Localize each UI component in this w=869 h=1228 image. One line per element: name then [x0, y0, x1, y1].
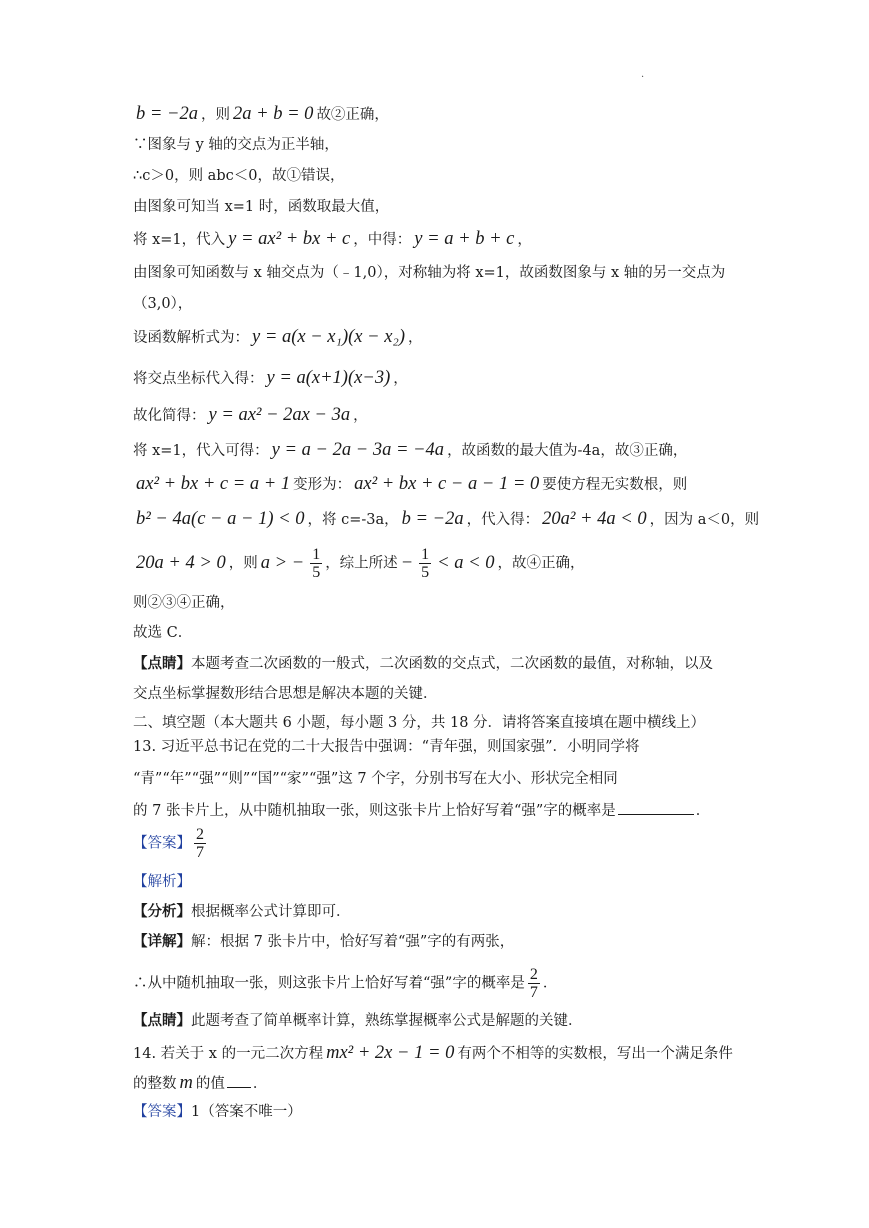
line-9: 将交点坐标代入得： y = a(x+1)(x−3) ， [133, 368, 408, 388]
section-2-heading: 二、填空题（本大题共 6 小题，每小题 3 分，共 18 分．请将答案直接填在题中横线上） [133, 715, 706, 731]
fraction-one-fifth-2: $\frac{1}{5}$ [421, 546, 430, 581]
dianjing-1-line-2: 交点坐标掌握数形结合思想是解决本题的关键． [133, 686, 438, 702]
jiexi-tag: 【解析】 [133, 874, 191, 890]
line-2: ∵图象与 y 轴的交点为正半轴， [133, 137, 339, 153]
math-b-eq: b = −2a [136, 104, 198, 124]
q13-fenxi: 【分析】根据概率公式计算即可． [133, 903, 351, 920]
fraction-one-fifth: $\frac{1}{5}$ [312, 546, 321, 581]
line-7: （3,0）， [133, 296, 193, 312]
answer-tag-2: 【答案】 [133, 1104, 191, 1120]
line-16: 故选 C． [133, 625, 193, 641]
q14-line-2: 的整数 m 的值 ． [133, 1073, 268, 1093]
q13-line-3: 的 7 张卡片上，从中随机抽取一张，则这张卡片上恰好写着“强”字的概率是 ． [133, 800, 710, 822]
page-dot-mark: · [641, 72, 645, 83]
line-8: 设函数解析式为： y = a(x − x₁)(x − x₂) ， [133, 327, 423, 347]
q13-xiangjie: 【详解】解：根据 7 张卡片中，恰好写着“强”字的有两张， [133, 933, 515, 950]
fenxi-tag: 【分析】 [133, 903, 191, 920]
q14-line-1: 14. 若关于 x 的一元二次方程 mx² + 2x − 1 = 0 有两个不相等的实数根，写出一个满足条件 [133, 1043, 733, 1063]
fraction-two-sevenths: $\frac{2}{7}$ [196, 826, 204, 861]
line-10: 故化简得： y = ax² − 2ax − 3a ， [133, 405, 368, 425]
line-3: ∴c＞0，则 abc＜0，故①错误， [133, 168, 345, 184]
dianjing-tag: 【点睛】 [133, 655, 191, 672]
fraction-two-sevenths-2: $\frac{2}{7}$ [529, 966, 538, 1001]
line-11: 将 x=1，代入可得： y = a − 2a − 3a = −4a ，故函数的最大值为-4a，故③正确， [133, 440, 688, 460]
q13-jiexi [133, 871, 191, 893]
dianjing-1-line-1: 【点睛】本题考查二次函数的一般式，二次函数的交点式，二次函数的最值，对称轴，以及 [133, 655, 713, 672]
line-1: b = −2a ，则 2a + b = 0 故②正确， [133, 103, 389, 126]
line-4: 由图象可知当 x=1 时，函数取最大值， [133, 199, 390, 215]
answer-tag: 【答案】 [133, 835, 191, 852]
line-5: 将 x=1，代入 y = ax² + bx + c ，中得： y = a + b + c ， [133, 229, 532, 249]
q13-line-2: “青”“年”“强”“则”“国”“家”“强”这 7 个字，分别书写在大小、形状完全相同 [133, 771, 618, 787]
q13-dianjing: 【点睛】此题考查了简单概率计算，熟练掌握概率公式是解题的关键． [133, 1012, 583, 1029]
line-6: 由图象可知函数与 x 轴交点为（﹣1,0），对称轴为将 x=1，故函数图象与 x 轴的另一交点为 [133, 265, 726, 281]
q14-answer: 【答案】1（答案不唯一） [133, 1104, 302, 1120]
dianjing-tag-2: 【点睛】 [133, 1012, 191, 1029]
xiangjie-tag: 【详解】 [133, 933, 191, 950]
line-14: 20a + 4 > 0 ，则 a > − $\frac{1}{5}$ ，综上所述 − $\frac{1}{5}$ < a < 0 ，故④正确， [136, 546, 585, 581]
answer-blank[interactable] [618, 800, 694, 815]
math-2a-plus-b: 2a + b = 0 [232, 104, 314, 124]
q13-answer [133, 826, 209, 861]
line-13: b² − 4a(c − a − 1) < 0 ，将 c=-3a， b = −2a ，代入得： 20a² + 4a < 0 ，因为 a＜0，则 [136, 509, 760, 529]
line-15: 则②③④正确， [133, 595, 235, 611]
q13-line-1: 13. 习近平总书记在党的二十大报告中强调：“青年强，则国家强”．小明同学将 [133, 739, 640, 755]
q13-therefore: ∴从中随机抽取一张，则这张卡片上恰好写着“强”字的概率是 $\frac{2}{7}$ ． [133, 966, 558, 1001]
line-12: ax² + bx + c = a + 1 变形为： ax² + bx + c − a − 1 = 0 要使方程无实数根，则 [136, 474, 688, 494]
answer-blank-2[interactable] [227, 1073, 251, 1088]
